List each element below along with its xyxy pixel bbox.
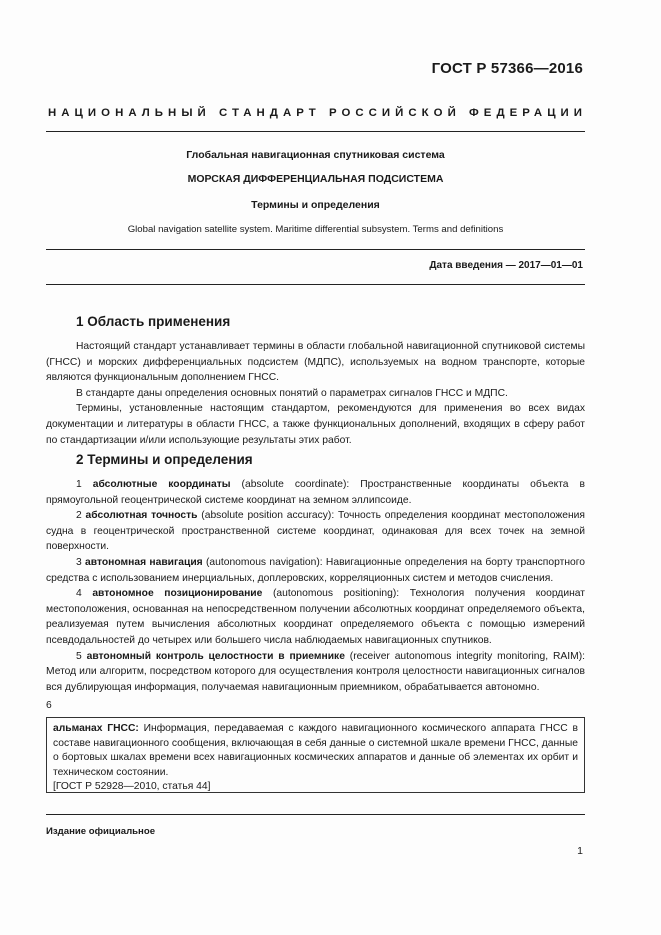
english-title: Global navigation satellite system. Maritime differential subsystem. Terms and definitions (127, 224, 504, 235)
section-1-heading: 1 Область применения (76, 314, 231, 329)
boxed-term-definition: Информация, передаваемая с каждого навигационного космического аппарата ГНСС в составе навигационного сообщения, включающая в себя данные о системной шкале времени ГНСС, данные о бортовых шкалах времени всех навигационных космических аппаратов и данные об элементах их орбит и техническом состоянии. (53, 723, 578, 778)
term-number: 4 (76, 588, 82, 600)
term-name: автономный контроль целостности в приемнике (86, 650, 345, 662)
boxed-definition (46, 717, 585, 793)
term-entry (46, 586, 585, 648)
term-definition: (autonomous positioning): Технология получения координат местоположения, основанная на непосредственном получении абсолютных координат определяемого объекта, реализуемая путем вычисления абсолютных координат определяемого объекта с помощью измерений псевдодальностей до четырех или большего числа наблюдаемых навигационных спутников. (46, 588, 585, 646)
boxed-definition-text (53, 722, 578, 780)
title-line-3: Термины и определения (251, 199, 380, 211)
title-line-2: МОРСКАЯ ДИФФЕРЕНЦИАЛЬНАЯ ПОДСИСТЕМА (187, 173, 444, 185)
official-edition-note: Издание официальное (46, 826, 156, 837)
boxed-term: альманах ГНСС: (53, 723, 139, 734)
term-entry (46, 477, 585, 508)
page-number: 1 (577, 845, 583, 857)
term-name: абсолютные координаты (92, 479, 231, 490)
term-number: 3 (76, 556, 82, 568)
term-definition: (autonomous navigation): Навигационные определения на борту транспортного средства с использованием инерциальных, доплеровских, корреляционных систем и методов счисления. (46, 556, 585, 584)
boxed-source-reference: [ГОСТ Р 52928—2010, статья 44] (53, 781, 211, 793)
term-definition: (absolute position accuracy): Точность определения координат местоположения судна в геоцентрической пространственной системе координат, одинаковая для всех точек на земной поверхности. (46, 510, 585, 553)
date-rule (46, 284, 585, 285)
term-number: 5 (76, 650, 82, 662)
section-1-paragraph: В стандарте даны определения основных понятий о параметрах сигналов ГНСС и МДПС. (76, 387, 508, 399)
term-name: автономная навигация (85, 556, 203, 568)
term-entry (46, 649, 585, 696)
section-1-body (46, 339, 585, 448)
header-rule (46, 131, 585, 132)
term-definition: (receiver autonomous integrity monitoring, RAIM): Метод или алгоритм, посредством которого для осуществления контроля целостности навигационных сигналов вся дублирующая информация, получаемая навигационным приемником, обрабатывается автономно. (46, 650, 585, 693)
effective-date: Дата введения — 2017—01—01 (429, 260, 583, 271)
document-number: ГОСТ Р 57366—2016 (431, 60, 583, 77)
section-2-heading: 2 Термины и определения (76, 452, 253, 467)
section-1-paragraph: Термины, установленные настоящим стандартом, рекомендуются для применения во всех видах документации и литературы в области ГНСС, а также функциональных дополнений, входящих в сферу работ по стандартизации и/или использующие результаты этих работ. (46, 403, 585, 446)
term-name: абсолютная точность (85, 510, 198, 522)
national-standard-banner: НАЦИОНАЛЬНЫЙ СТАНДАРТ РОССИЙСКОЙ ФЕДЕРАЦИИ (48, 107, 588, 119)
terms-list (46, 477, 585, 695)
term-name: автономное позиционирование (92, 588, 263, 600)
title-line-1: Глобальная навигационная спутниковая система (186, 149, 445, 161)
term-entry (46, 555, 585, 586)
section-1-paragraph: Настоящий стандарт устанавливает термины в области глобальной навигационной спутниковой системы (ГНСС) и морских дифференциальных подсистем (МДПС), используемых на водном транспорте, которые являются функциональным дополнением ГНСС. (46, 341, 585, 384)
term-number: 1 (76, 479, 82, 490)
term-definition: (absolute coordinate): Пространственные координаты объекта в прямоугольной геоцентрической системе координат на земном эллипсоиде. (46, 479, 585, 506)
term-entry (46, 508, 585, 555)
title-rule (46, 249, 585, 250)
term-number: 2 (76, 510, 82, 522)
footer-rule (46, 814, 585, 815)
term-6-number: 6 (46, 700, 52, 711)
